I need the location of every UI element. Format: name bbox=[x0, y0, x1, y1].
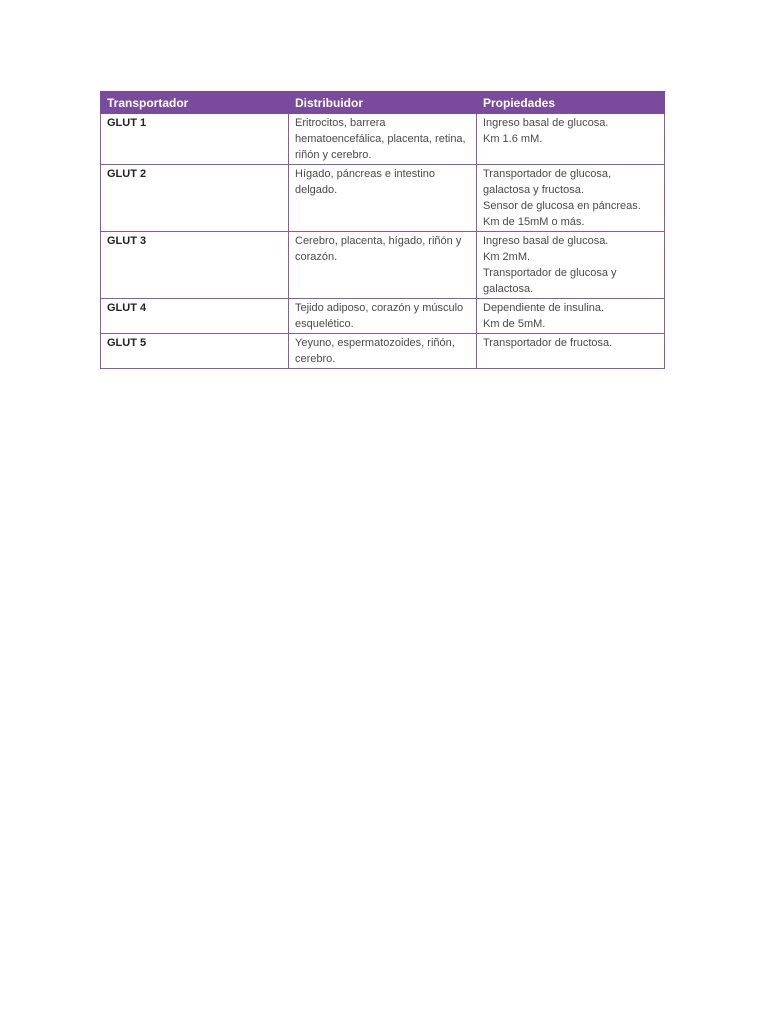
property-line: Km 1.6 mM. bbox=[483, 133, 543, 145]
table-row bbox=[101, 165, 665, 232]
property-line: Ingreso basal de glucosa. bbox=[483, 117, 609, 129]
property-line: Sensor de glucosa en páncreas. bbox=[483, 200, 641, 212]
property-line: Km de 15mM o más. bbox=[483, 216, 585, 228]
property-line: Transportador de glucosa, galactosa y fructosa. bbox=[483, 168, 611, 196]
header-distribuidor: Distribuidor bbox=[289, 92, 477, 114]
property-line: Transportador de fructosa. bbox=[483, 337, 613, 349]
table-row bbox=[101, 232, 665, 299]
table-row bbox=[101, 114, 665, 165]
glut-transporters-table bbox=[100, 91, 665, 369]
properties-cell bbox=[477, 299, 665, 334]
transporter-name: GLUT 2 bbox=[101, 165, 289, 232]
property-line: Km de 5mM. bbox=[483, 318, 546, 330]
property-line: Transportador de glucosa y galactosa. bbox=[483, 267, 617, 295]
distribution-cell: Eritrocitos, barrera hematoencefálica, placenta, retina, riñón y cerebro. bbox=[289, 114, 477, 165]
transporter-name: GLUT 3 bbox=[101, 232, 289, 299]
transporter-name: GLUT 4 bbox=[101, 299, 289, 334]
distribution-cell: Yeyuno, espermatozoides, riñón, cerebro. bbox=[289, 334, 477, 369]
table-header-row bbox=[101, 92, 665, 114]
properties-cell bbox=[477, 232, 665, 299]
properties-cell bbox=[477, 165, 665, 232]
transporter-name: GLUT 1 bbox=[101, 114, 289, 165]
property-line: Ingreso basal de glucosa. bbox=[483, 235, 609, 247]
header-propiedades: Propiedades bbox=[477, 92, 665, 114]
header-transportador: Transportador bbox=[101, 92, 289, 114]
table-row bbox=[101, 334, 665, 369]
properties-cell bbox=[477, 114, 665, 165]
property-line: Km 2mM. bbox=[483, 251, 531, 263]
property-line: Dependiente de insulina. bbox=[483, 302, 605, 314]
properties-cell bbox=[477, 334, 665, 369]
transporter-name: GLUT 5 bbox=[101, 334, 289, 369]
distribution-cell: Tejido adiposo, corazón y músculo esquelético. bbox=[289, 299, 477, 334]
distribution-cell: Hígado, páncreas e intestino delgado. bbox=[289, 165, 477, 232]
table-row bbox=[101, 299, 665, 334]
distribution-cell: Cerebro, placenta, hígado, riñón y corazón. bbox=[289, 232, 477, 299]
